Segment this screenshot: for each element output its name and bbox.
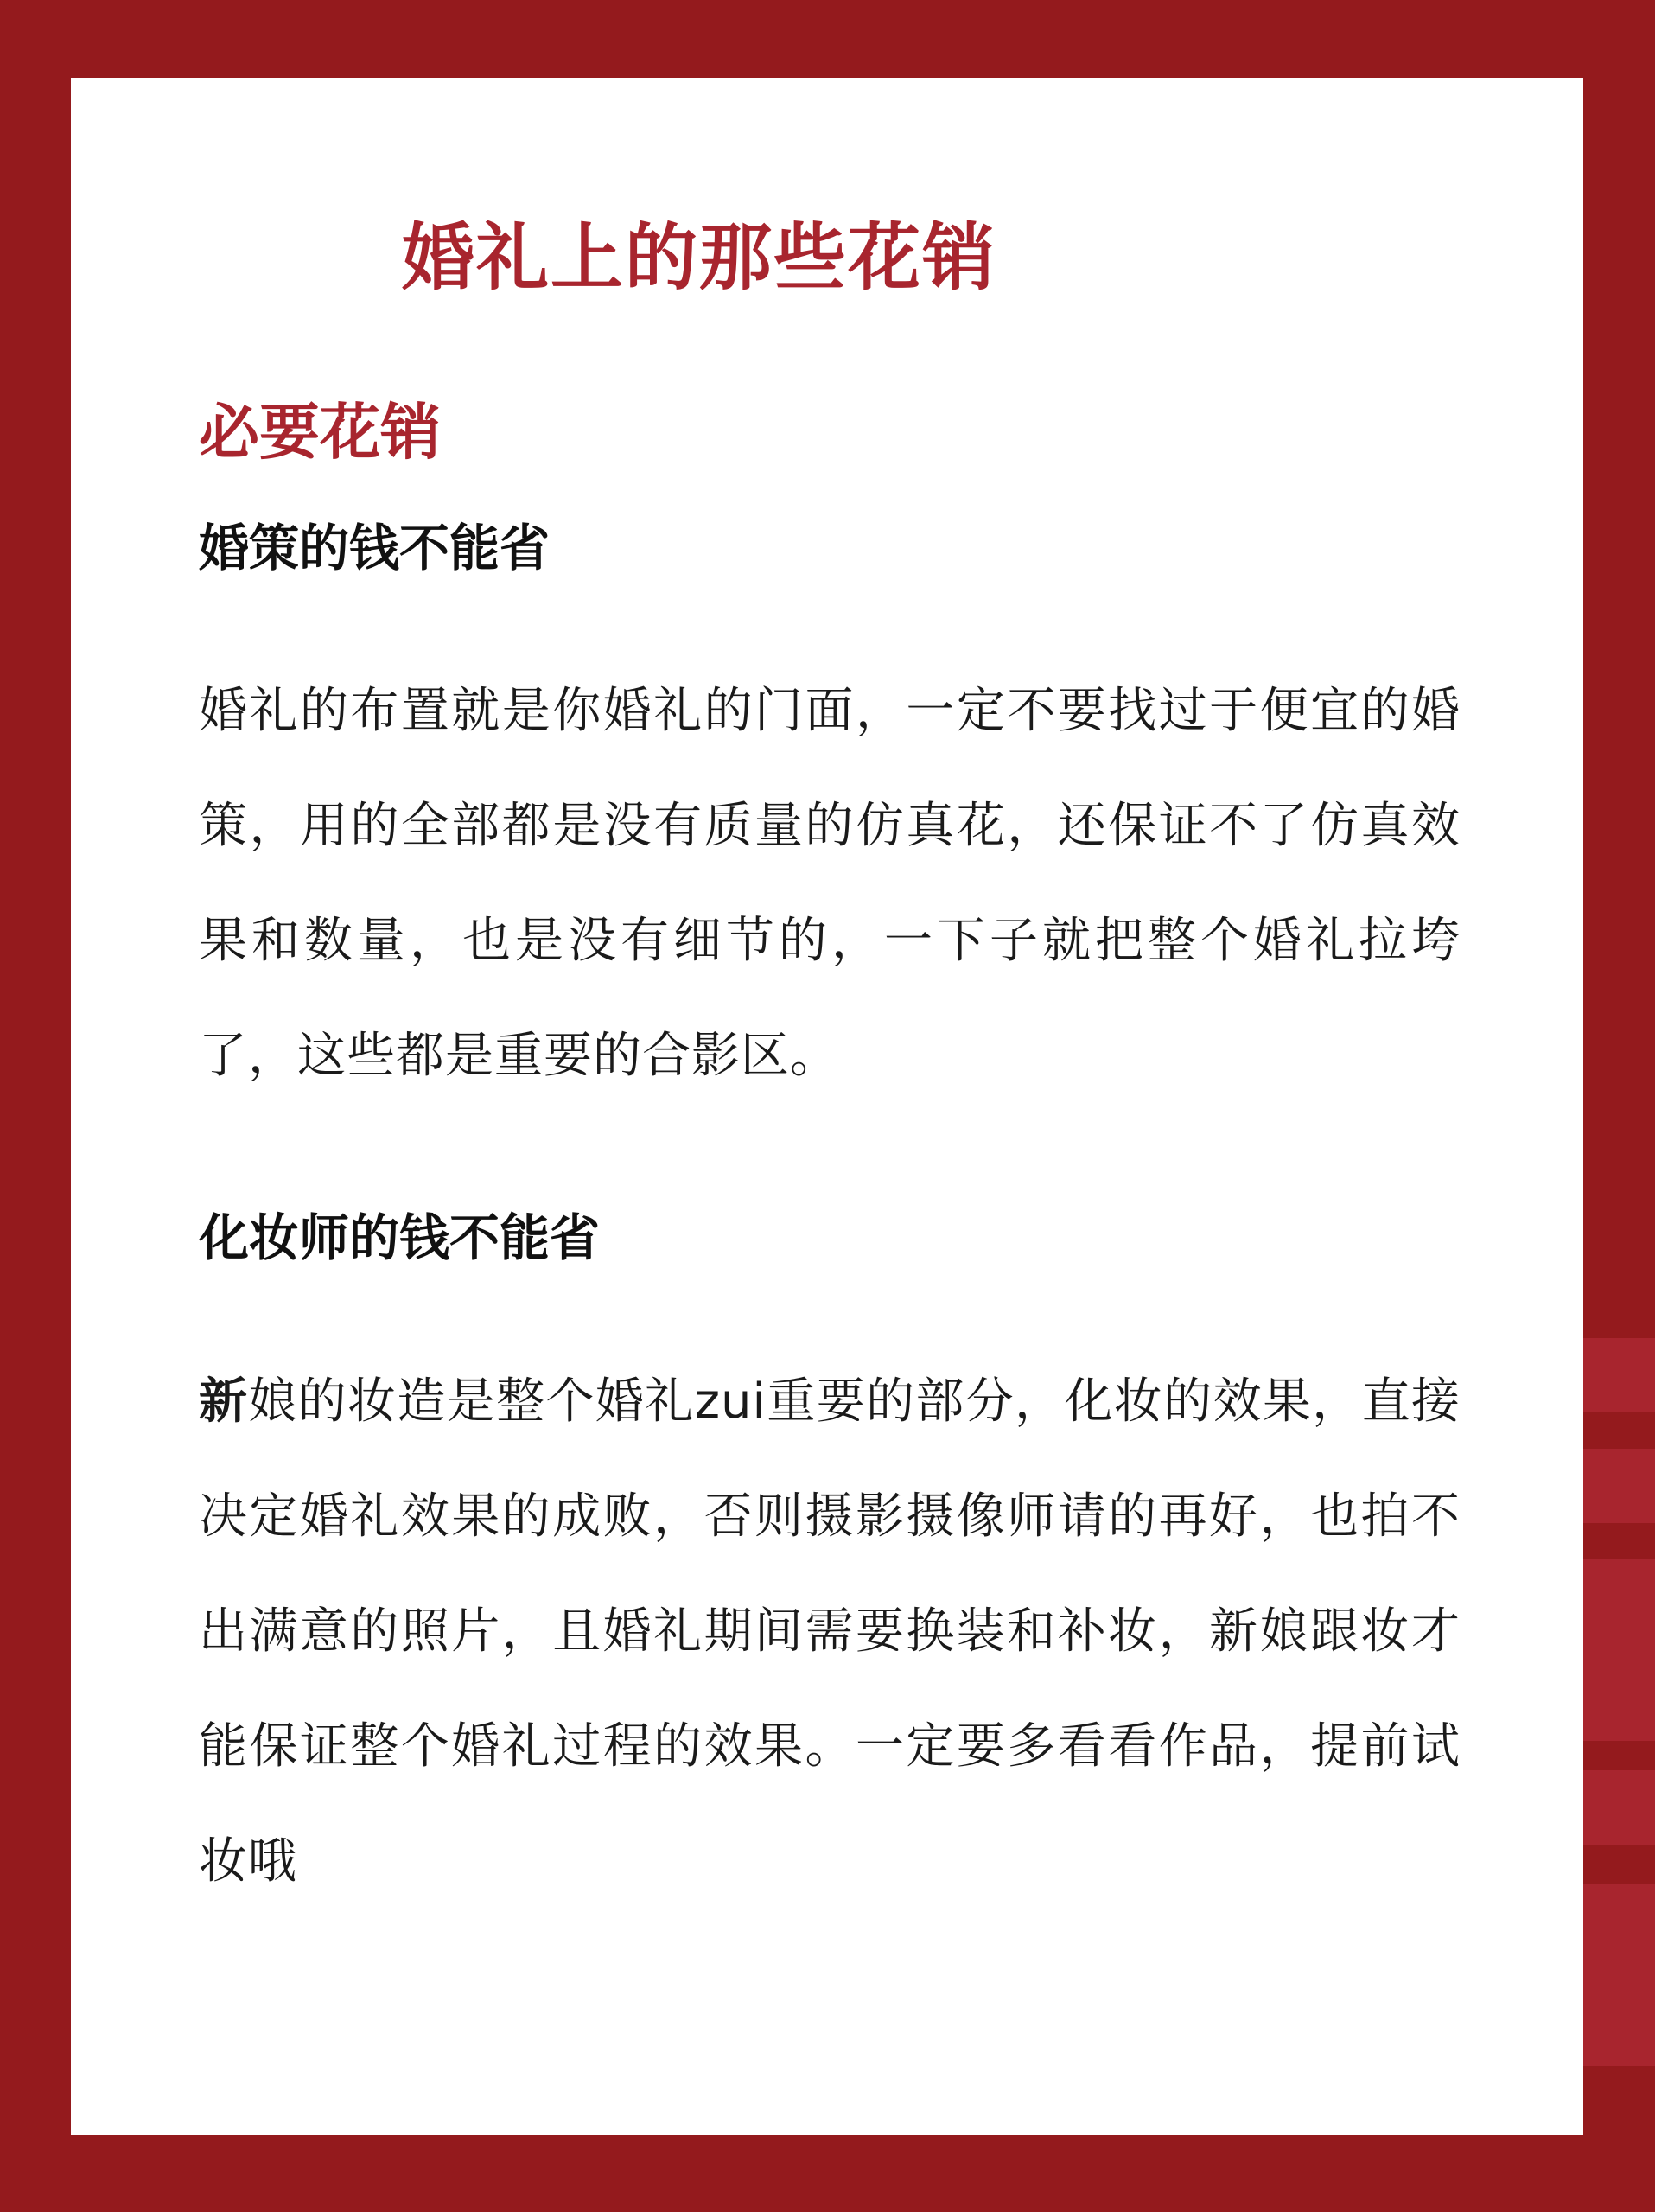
decor-stripe: [1582, 1559, 1655, 1741]
section-heading: 必要花销: [199, 397, 441, 468]
item-body-planner: [199, 653, 1461, 1113]
content-card: [71, 78, 1583, 2135]
item-body-text: 婚礼的布置就是你婚礼的门面，一定不要找过于便宜的婚策，用的全部都是没有质量的仿真花，还保证不了仿真效果和数量，也是没有细节的，一下子就把整个婚礼拉垮了，这些都是重要的合影区。: [199, 683, 1461, 1084]
item-body-text: 娘的妆造是整个婚礼zui重要的部分，化妆的效果，直接决定婚礼效果的成败，否则摄影摄像师请的再好，也拍不出满意的照片，且婚礼期间需要换装和补妆，新娘跟妆才能保证整个婚礼过程的效果。一定要多看看作品，提前试妆哦: [199, 1374, 1461, 1890]
decor-stripe: [1582, 1338, 1655, 1412]
decor-stripe: [1582, 1770, 1655, 1845]
item-body-lead: 新: [199, 1374, 249, 1430]
item-heading-planner: 婚策的钱不能省: [199, 519, 551, 577]
page-title: 婚礼上的那些花销: [401, 215, 996, 300]
decor-stripe: [1582, 1449, 1655, 1523]
decor-stripe: [1582, 1884, 1655, 2066]
item-heading-makeup: 化妆师的钱不能省: [199, 1208, 601, 1267]
item-body-makeup: [199, 1344, 1461, 1919]
